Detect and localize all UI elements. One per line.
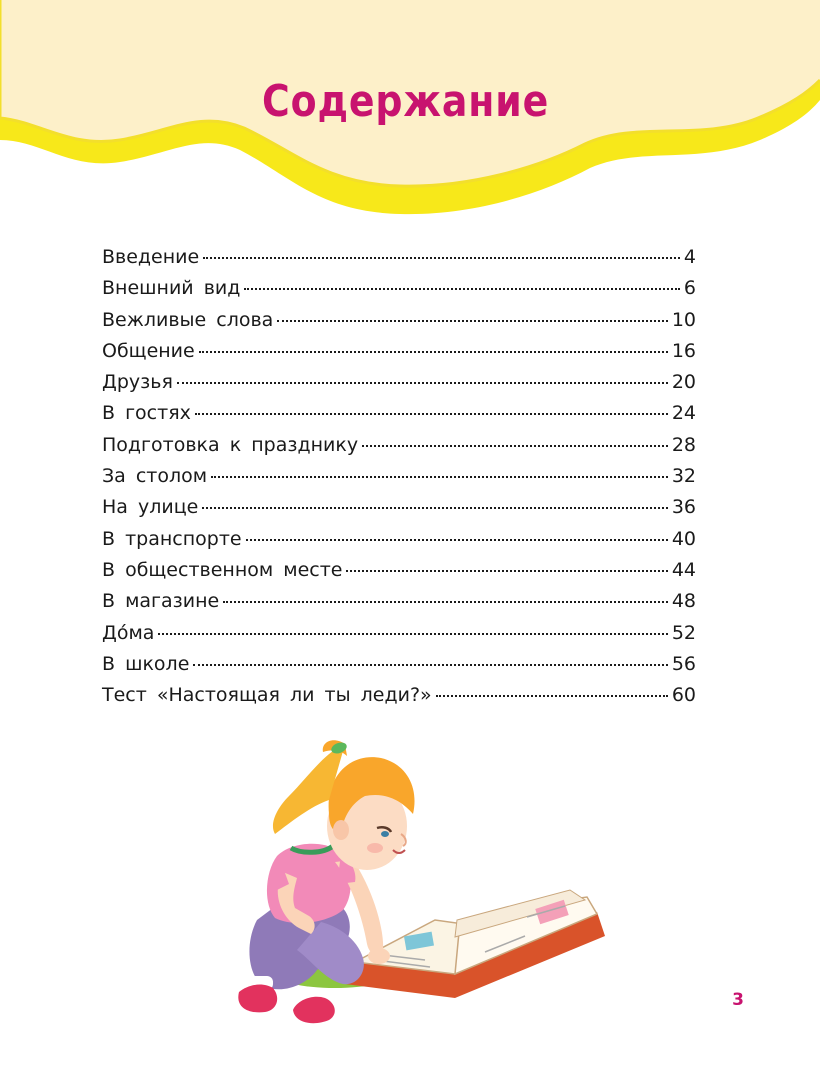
toc-entry-label: В гостях xyxy=(102,402,191,425)
toc-entry-page: 6 xyxy=(683,277,696,300)
toc-entry-label: Общение xyxy=(102,339,195,362)
toc-entry[interactable] xyxy=(102,246,696,277)
toc-entry[interactable] xyxy=(102,622,696,653)
toc-entry-page: 4 xyxy=(683,246,696,268)
toc-entry-label: Вежливые слова xyxy=(102,308,274,331)
toc-entry-label: Друзья xyxy=(102,371,173,394)
toc-entry-page: 60 xyxy=(671,684,696,707)
toc-entry-label: Подготовка к празднику xyxy=(102,433,359,456)
toc-entry-label: В школе xyxy=(102,652,190,675)
toc-entry-page: 28 xyxy=(671,433,696,456)
table-of-contents xyxy=(102,246,696,715)
toc-entry-label: В магазине xyxy=(102,590,220,613)
toc-entry[interactable] xyxy=(102,559,696,590)
toc-entry-label: В транспорте xyxy=(102,527,242,550)
toc-entry[interactable] xyxy=(102,434,696,465)
toc-entry[interactable] xyxy=(102,653,696,684)
toc-entry[interactable] xyxy=(102,528,696,559)
toc-dot-leader xyxy=(195,413,668,415)
toc-entry[interactable] xyxy=(102,309,696,340)
toc-entry-label: До́ма xyxy=(102,621,155,644)
toc-dot-leader xyxy=(246,539,668,541)
toc-dot-leader xyxy=(223,601,668,603)
toc-entry-page: 24 xyxy=(671,402,696,425)
toc-entry-page: 10 xyxy=(671,308,696,331)
toc-entry-label: Внешний вид xyxy=(102,277,241,300)
toc-dot-leader xyxy=(199,351,668,353)
toc-dot-leader xyxy=(158,633,667,635)
toc-dot-leader xyxy=(436,695,668,697)
toc-entry[interactable] xyxy=(102,340,696,371)
toc-entry-page: 44 xyxy=(671,558,696,581)
toc-dot-leader xyxy=(202,507,667,509)
toc-entry[interactable] xyxy=(102,590,696,621)
toc-entry[interactable] xyxy=(102,371,696,402)
toc-entry-page: 52 xyxy=(671,621,696,644)
toc-entry-label: Тест «Настоящая ли ты леди?» xyxy=(102,684,432,707)
toc-entry[interactable] xyxy=(102,402,696,433)
toc-dot-leader xyxy=(277,320,667,322)
toc-entry[interactable] xyxy=(102,465,696,496)
toc-entry-page: 16 xyxy=(671,339,696,362)
toc-entry-page: 40 xyxy=(671,527,696,550)
toc-entry[interactable] xyxy=(102,684,696,715)
toc-dot-leader xyxy=(203,257,680,259)
toc-entry[interactable] xyxy=(102,496,696,527)
toc-dot-leader xyxy=(346,570,667,572)
toc-dot-leader xyxy=(193,664,667,666)
toc-entry-label: На улице xyxy=(102,496,199,519)
girl-reading-book-icon xyxy=(225,722,610,1037)
toc-dot-leader xyxy=(177,382,668,384)
toc-dot-leader xyxy=(362,445,668,447)
toc-entry-label: За столом xyxy=(102,465,208,488)
toc-entry-page: 20 xyxy=(671,371,696,394)
toc-entry[interactable] xyxy=(102,277,696,308)
toc-entry-label: В общественном месте xyxy=(102,558,343,581)
toc-entry-page: 56 xyxy=(671,652,696,675)
toc-dot-leader xyxy=(211,476,668,478)
page-number: 3 xyxy=(732,990,744,1010)
toc-entry-page: 32 xyxy=(671,465,696,488)
toc-entry-label: Введение xyxy=(102,246,200,268)
toc-entry-page: 48 xyxy=(671,590,696,613)
page-title: Содержание xyxy=(262,76,550,127)
toc-entry-page: 36 xyxy=(671,496,696,519)
toc-dot-leader xyxy=(244,288,680,290)
